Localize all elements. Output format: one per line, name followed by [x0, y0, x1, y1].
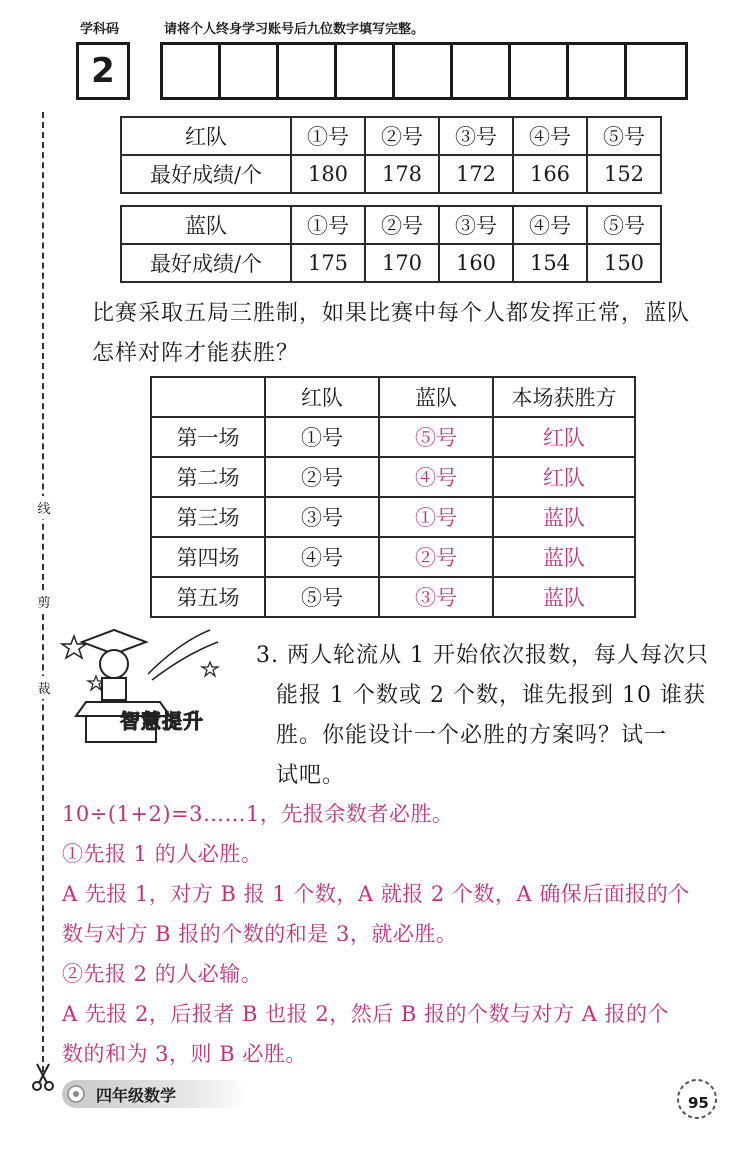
question-2-line-2: 怎样对阵才能获胜？ [92, 341, 300, 366]
match-round: 第一场 [151, 417, 265, 457]
table-header-cell: ①号 [291, 206, 365, 244]
question-3-line-2: 能报 1 个数或 2 个数，谁先报到 10 谁获 [276, 683, 706, 708]
digit-box[interactable] [511, 45, 569, 97]
question-3-line-4: 试吧。 [276, 763, 346, 788]
table-header-cell: 红队 [265, 377, 379, 417]
table-header-cell: ⑤号 [587, 206, 661, 244]
answer-line-5: ②先报 2 的人必输。 [62, 962, 263, 986]
red-player: ⑤号 [265, 577, 379, 617]
blue-player: ⑤号 [379, 417, 493, 457]
match-table [150, 376, 636, 618]
table-header-cell: ②号 [365, 206, 439, 244]
cut-line-label-cut2: 裁 [36, 676, 52, 699]
blue-player: ④号 [379, 457, 493, 497]
answer-line-3: A 先报 1，对方 B 报 1 个数，A 就报 2 个数，A 确保后面报的个 [62, 882, 690, 906]
red-player: ④号 [265, 537, 379, 577]
cut-line-label: 线 [36, 496, 52, 519]
answer-line-7: 数的和为 3，则 B 必胜。 [62, 1042, 307, 1066]
match-winner: 红队 [493, 457, 635, 497]
match-winner: 红队 [493, 417, 635, 457]
table-header-cell: 红队 [121, 117, 291, 155]
red-team-table [120, 116, 662, 194]
answer-line-2: ①先报 1 的人必胜。 [62, 842, 263, 866]
digit-box[interactable] [569, 45, 627, 97]
digit-box[interactable] [453, 45, 511, 97]
digit-box[interactable] [163, 45, 221, 97]
table-cell: 175 [291, 244, 365, 282]
digit-box[interactable] [627, 45, 685, 97]
table-cell: 180 [291, 155, 365, 193]
subject-code-label: 学科码 [80, 22, 120, 37]
table-header-cell: 本场获胜方 [493, 377, 635, 417]
answer-line-1: 10÷(1+2)=3……1，先报余数者必胜。 [62, 802, 454, 826]
account-digit-boxes[interactable] [160, 42, 688, 100]
table-header-cell: 蓝队 [121, 206, 291, 244]
table-header-cell: ③号 [439, 117, 513, 155]
digit-box[interactable] [395, 45, 453, 97]
match-round: 第五场 [151, 577, 265, 617]
wisdom-badge-text: 智慧提升 [120, 709, 204, 733]
table-cell: 160 [439, 244, 513, 282]
account-instruction: 请将个人终身学习账号后九位数字填写完整。 [164, 22, 425, 37]
subject-code-box: 2 [76, 42, 130, 100]
table-cell: 172 [439, 155, 513, 193]
table-header-cell: ⑤号 [587, 117, 661, 155]
table-header-cell: ④号 [513, 117, 587, 155]
digit-box[interactable] [279, 45, 337, 97]
scissors-icon [31, 1062, 55, 1092]
match-round: 第三场 [151, 497, 265, 537]
red-player: ③号 [265, 497, 379, 537]
table-row [151, 457, 635, 497]
match-round: 第二场 [151, 457, 265, 497]
match-winner: 蓝队 [493, 537, 635, 577]
page-number: 95 [688, 1094, 709, 1112]
match-round: 第四场 [151, 537, 265, 577]
blue-player: ②号 [379, 537, 493, 577]
blue-player: ③号 [379, 577, 493, 617]
table-row [151, 417, 635, 457]
table-row-label: 最好成绩/个 [121, 244, 291, 282]
question-2-line-1: 比赛采取五局三胜制，如果比赛中每个人都发挥正常，蓝队 [92, 301, 691, 326]
question-3-line-3: 胜。你能设计一个必胜的方案吗？试一 [276, 723, 668, 748]
table-cell: 178 [365, 155, 439, 193]
red-player: ②号 [265, 457, 379, 497]
table-header-cell: ①号 [291, 117, 365, 155]
answer-line-4: 数与对方 B 报的个数的和是 3，就必胜。 [62, 922, 458, 946]
table-header-cell: 蓝队 [379, 377, 493, 417]
answer-line-6: A 先报 2，后报者 B 也报 2，然后 B 报的个数与对方 A 报的个 [62, 1002, 669, 1026]
cut-line-label-cut: 剪 [36, 590, 52, 613]
digit-box[interactable] [337, 45, 395, 97]
table-cell: 166 [513, 155, 587, 193]
flower-icon [66, 1084, 86, 1104]
table-cell: 152 [587, 155, 661, 193]
match-winner: 蓝队 [493, 497, 635, 537]
blue-player: ①号 [379, 497, 493, 537]
table-cell: 170 [365, 244, 439, 282]
blue-team-table [120, 205, 662, 283]
match-winner: 蓝队 [493, 577, 635, 617]
table-row [151, 497, 635, 537]
table-row-label: 最好成绩/个 [121, 155, 291, 193]
table-cell: 154 [513, 244, 587, 282]
question-3-line-1: 3. 两人轮流从 1 开始依次报数，每人每次只 [256, 643, 709, 668]
table-header-cell: ④号 [513, 206, 587, 244]
table-row [151, 537, 635, 577]
table-header-cell [151, 377, 265, 417]
table-header-cell: ②号 [365, 117, 439, 155]
table-row [151, 577, 635, 617]
footer-grade-text: 四年级数学 [96, 1086, 177, 1105]
table-cell: 150 [587, 244, 661, 282]
red-player: ①号 [265, 417, 379, 457]
table-header-cell: ③号 [439, 206, 513, 244]
digit-box[interactable] [221, 45, 279, 97]
